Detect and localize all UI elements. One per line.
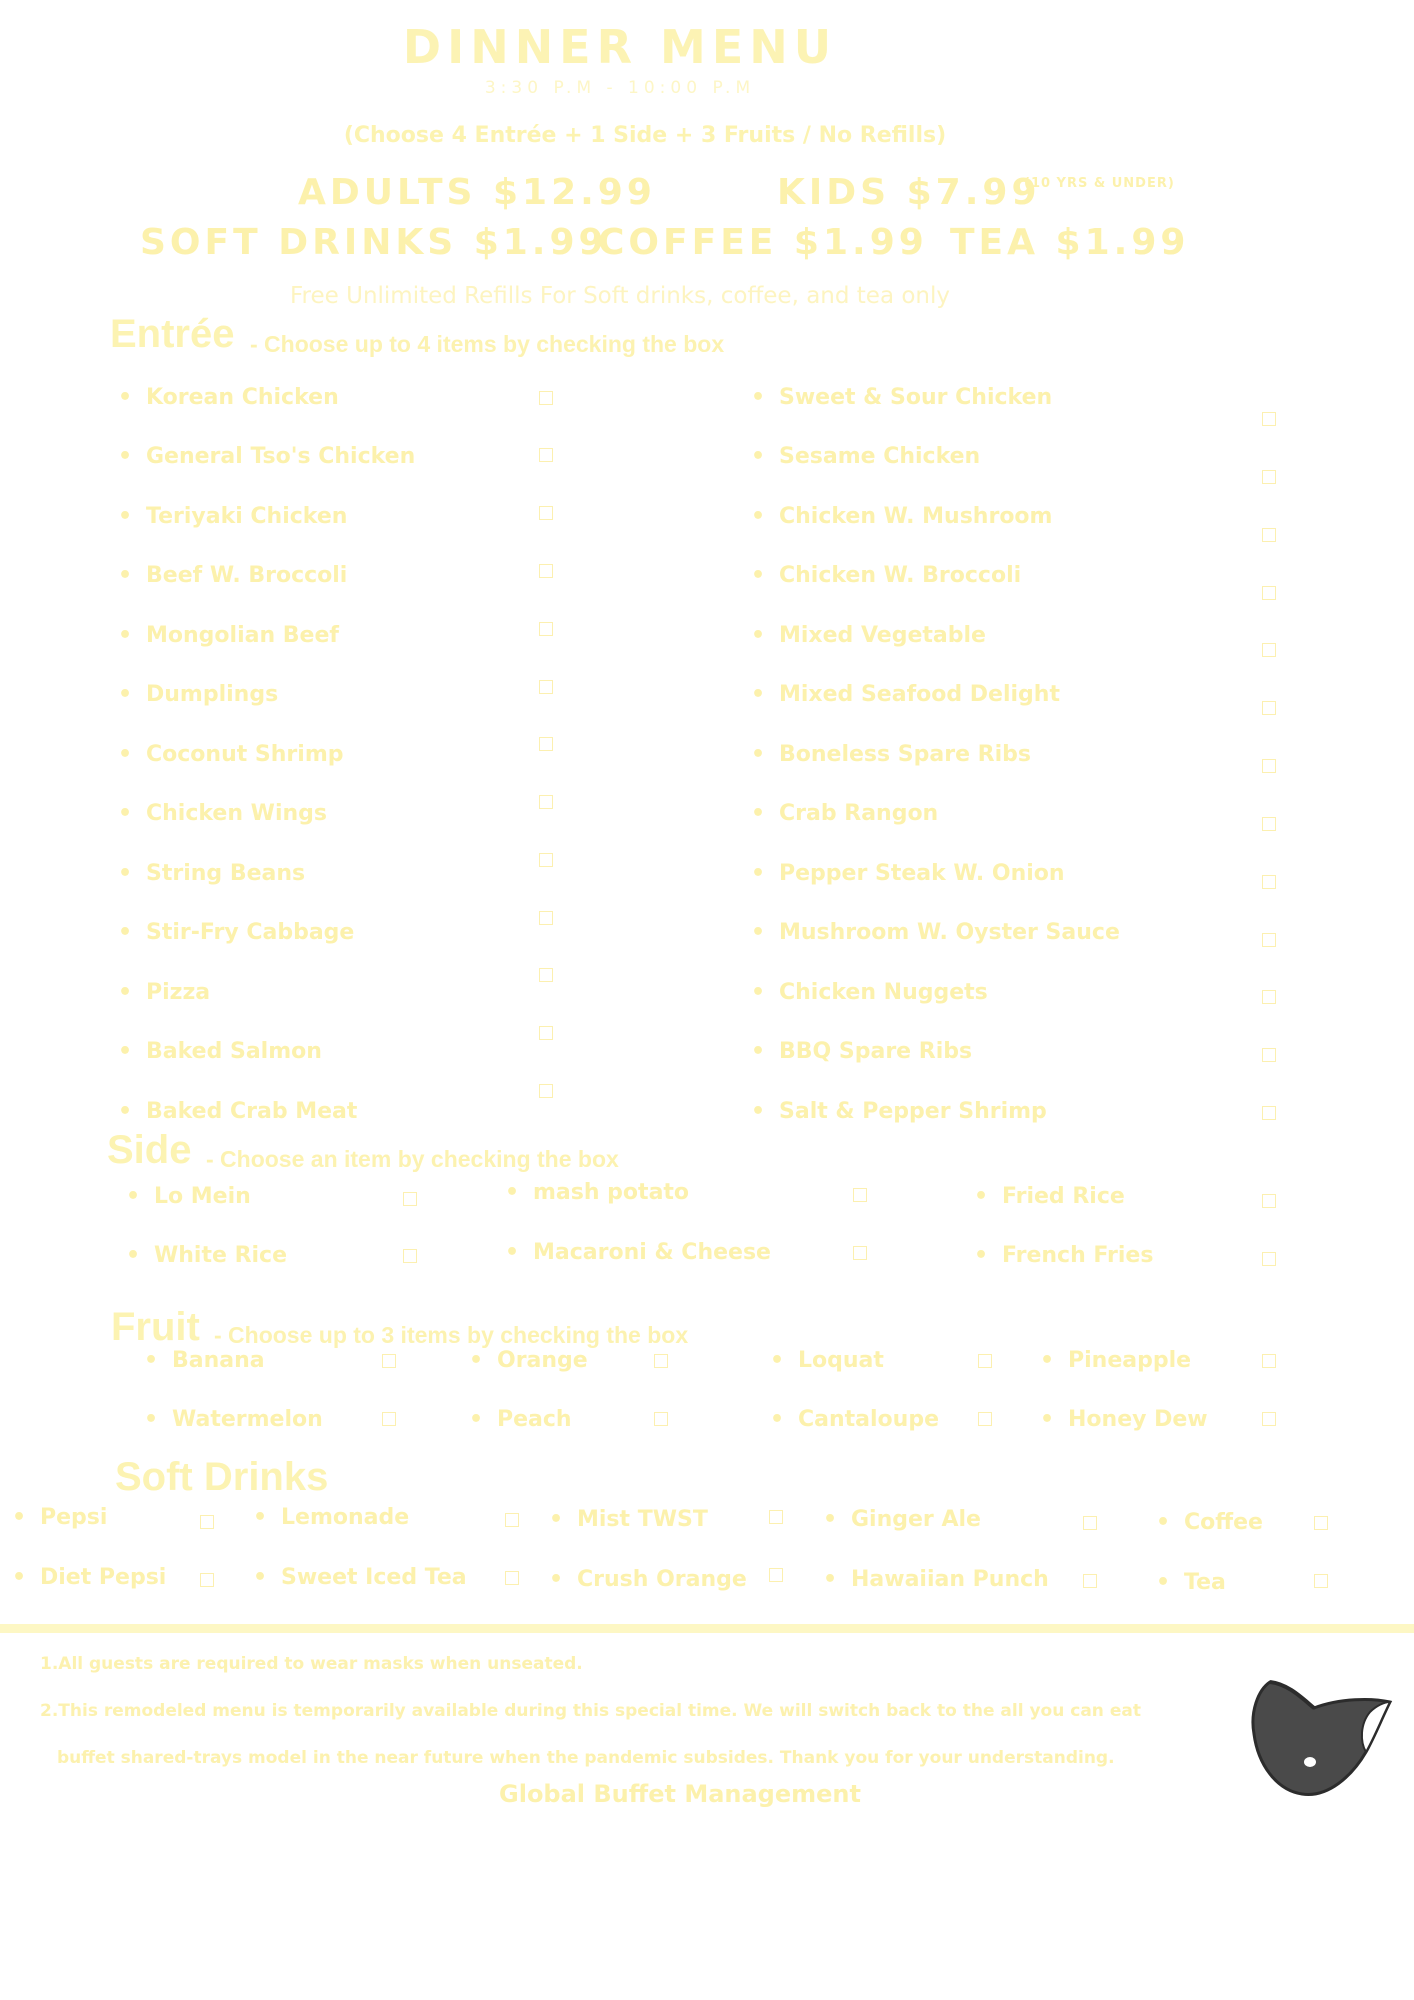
checkbox[interactable] [1262,817,1276,831]
list-item: • Peach [469,1407,572,1432]
list-item: • Pizza [118,980,210,1005]
footer-note-2-cont: buffet shared-trays model in the near future when the pandemic subsides. Thank you for your understanding. [57,1748,1115,1768]
footer-divider [0,1624,1414,1633]
list-item: • Coconut Shrimp [118,742,343,767]
face-mask-icon [1248,1672,1396,1800]
list-item: • Lo Mein [126,1184,251,1209]
list-item: • Ginger Ale [823,1507,981,1532]
list-item: • Honey Dew [1040,1407,1208,1432]
list-item: • Mist TWST [549,1507,708,1532]
checkbox[interactable] [539,853,553,867]
checkbox[interactable] [1262,1194,1276,1208]
checkbox[interactable] [1262,759,1276,773]
checkbox[interactable] [505,1571,519,1585]
checkbox[interactable] [1262,875,1276,889]
checkbox[interactable] [1262,1252,1276,1266]
checkbox[interactable] [505,1513,519,1527]
checkbox[interactable] [1262,701,1276,715]
checkbox[interactable] [853,1246,867,1260]
list-item: • String Beans [118,861,305,886]
list-item: • Baked Salmon [118,1039,322,1064]
list-item: • Mixed Vegetable [751,623,986,648]
list-item: • Salt & Pepper Shrimp [751,1099,1047,1124]
list-item: • Chicken Nuggets [751,980,988,1005]
soft-drinks-price: SOFT DRINKS $1.99 [140,222,608,263]
checkbox[interactable] [1262,1106,1276,1120]
checkbox[interactable] [539,1084,553,1098]
list-item: • Banana [144,1348,265,1373]
side-note: - Choose an item by checking the box [206,1146,619,1172]
list-item: • Chicken W. Mushroom [751,504,1052,529]
checkbox[interactable] [769,1568,783,1582]
list-item: • mash potato [505,1180,689,1205]
checkbox[interactable] [654,1354,668,1368]
list-item: • Mixed Seafood Delight [751,682,1060,707]
checkbox[interactable] [539,680,553,694]
list-item: • Pineapple [1040,1348,1191,1373]
checkbox[interactable] [539,968,553,982]
kids-price: KIDS $7.99 [777,172,1041,213]
checkbox[interactable] [978,1354,992,1368]
list-item: • Coffee [1156,1510,1263,1535]
list-item: • Crab Rangon [751,801,938,826]
list-item: • Watermelon [144,1407,323,1432]
checkbox[interactable] [1083,1574,1097,1588]
checkbox[interactable] [1262,470,1276,484]
checkbox[interactable] [403,1249,417,1263]
footer-note-2: 2.This remodeled menu is temporarily available during this special time. We will switch back to the all you can eat [40,1701,1141,1721]
entree-note: - Choose up to 4 items by checking the box [250,331,725,357]
checkbox[interactable] [769,1510,783,1524]
checkbox[interactable] [539,506,553,520]
list-item: • Mongolian Beef [118,623,339,648]
list-item: • Korean Chicken [118,385,339,410]
list-item: • Crush Orange [549,1567,747,1592]
checkbox[interactable] [200,1573,214,1587]
management-signoff: Global Buffet Management [499,1780,861,1808]
checkbox[interactable] [1314,1574,1328,1588]
refill-note: Free Unlimited Refills For Soft drinks, coffee, and tea only [289,283,951,309]
kids-age-note: (10 YRS & UNDER) [1024,176,1175,191]
list-item: • General Tso's Chicken [118,444,415,469]
checkbox[interactable] [382,1354,396,1368]
entree-heading: Entrée [110,312,235,356]
checkbox[interactable] [853,1188,867,1202]
side-heading: Side [107,1128,192,1172]
list-item: • Lemonade [253,1505,409,1530]
checkbox[interactable] [1262,528,1276,542]
list-item: • Sweet & Sour Chicken [751,385,1052,410]
menu-hours: 3:30 P.M - 10:00 P.M [484,78,756,98]
checkbox[interactable] [1262,1412,1276,1426]
adults-price: ADULTS $12.99 [298,172,656,213]
list-item: • BBQ Spare Ribs [751,1039,972,1064]
checkbox[interactable] [1262,990,1276,1004]
checkbox[interactable] [654,1412,668,1426]
checkbox[interactable] [1262,1048,1276,1062]
list-item: • Diet Pepsi [12,1565,166,1590]
checkbox[interactable] [539,391,553,405]
list-item: • Cantaloupe [770,1407,939,1432]
list-item: • Macaroni & Cheese [505,1240,771,1265]
checkbox[interactable] [539,795,553,809]
checkbox[interactable] [1262,643,1276,657]
list-item: • French Fries [974,1243,1153,1268]
checkbox[interactable] [539,737,553,751]
checkbox[interactable] [1262,1354,1276,1368]
list-item: • Chicken Wings [118,801,327,826]
menu-rules: (Choose 4 Entrée + 1 Side + 3 Fruits / No Refills) [343,123,947,148]
soft-drinks-heading: Soft Drinks [115,1455,329,1499]
checkbox[interactable] [1262,412,1276,426]
list-item: • Teriyaki Chicken [118,504,347,529]
coffee-price: COFFEE $1.99 [598,222,928,263]
list-item: • White Rice [126,1243,287,1268]
checkbox[interactable] [978,1412,992,1426]
fruit-heading: Fruit [111,1305,200,1349]
list-item: • Tea [1156,1570,1226,1595]
list-item: • Boneless Spare Ribs [751,742,1031,767]
list-item: • Hawaiian Punch [823,1567,1049,1592]
list-item: • Stir-Fry Cabbage [118,920,354,945]
menu-title: DINNER MENU [402,20,838,74]
checkbox[interactable] [539,448,553,462]
list-item: • Dumplings [118,682,278,707]
list-item: • Baked Crab Meat [118,1099,357,1124]
checkbox[interactable] [1314,1516,1328,1530]
checkbox[interactable] [539,564,553,578]
checkbox[interactable] [539,622,553,636]
list-item: • Sesame Chicken [751,444,980,469]
list-item: • Pepper Steak W. Onion [751,861,1065,886]
list-item: • Mushroom W. Oyster Sauce [751,920,1120,945]
list-item: • Beef W. Broccoli [118,563,347,588]
list-item: • Orange [469,1348,588,1373]
checkbox[interactable] [539,911,553,925]
footer-note-1: 1.All guests are required to wear masks when unseated. [40,1654,583,1674]
list-item: • Sweet Iced Tea [253,1565,467,1590]
tea-price: TEA $1.99 [950,222,1190,263]
list-item: • Chicken W. Broccoli [751,563,1021,588]
checkbox[interactable] [1262,933,1276,947]
checkbox[interactable] [539,1026,553,1040]
checkbox[interactable] [200,1515,214,1529]
checkbox[interactable] [1262,586,1276,600]
checkbox[interactable] [382,1412,396,1426]
fruit-note: - Choose up to 3 items by checking the box [214,1322,689,1348]
checkbox[interactable] [1083,1516,1097,1530]
list-item: • Fried Rice [974,1184,1125,1209]
list-item: • Loquat [770,1348,884,1373]
list-item: • Pepsi [12,1505,107,1530]
checkbox[interactable] [403,1192,417,1206]
